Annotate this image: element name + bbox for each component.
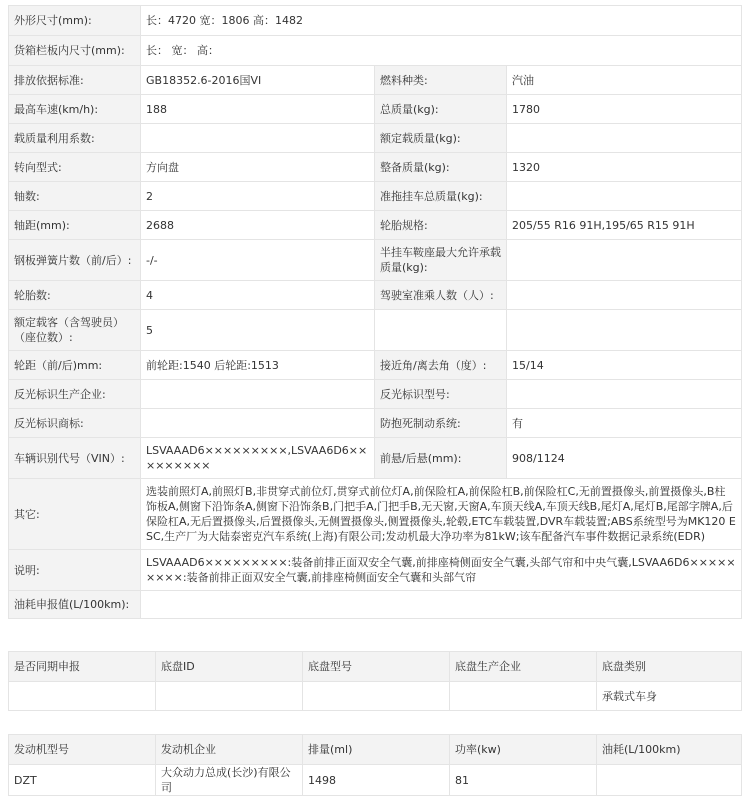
track-width-label: 轮距（前/后)mm: <box>9 351 141 380</box>
abs-label: 防抱死制动系统: <box>375 409 507 438</box>
axle-count-value: 2 <box>141 182 375 211</box>
spec-row-fuel-consumption <box>9 591 742 619</box>
tire-count-label: 轮胎数: <box>9 281 141 310</box>
load-utilization-label: 载质量利用系数: <box>9 124 141 153</box>
cargo-dimensions-value: 长： 宽： 高： <box>141 36 742 66</box>
wheelbase-label: 轴距(mm): <box>9 211 141 240</box>
dimensions-value: 长：4720 宽：1806 高：1482 <box>141 6 742 36</box>
tire-count-value: 4 <box>141 281 375 310</box>
saddle-load-value <box>507 240 742 281</box>
wheelbase-value: 2688 <box>141 211 375 240</box>
spec-row-dimensions <box>9 6 742 36</box>
tire-spec-value: 205/55 R16 91H,195/65 R15 91H <box>507 211 742 240</box>
spec-row-note <box>9 550 742 591</box>
spec-row-load-utilization <box>9 124 742 153</box>
spec-row-axles <box>9 182 742 211</box>
total-mass-value: 1780 <box>507 95 742 124</box>
table-cell <box>156 682 303 711</box>
fuel-consumption-label: 油耗申报值(L/100km): <box>9 591 141 619</box>
track-width-value: 前轮距:1540 后轮距:1513 <box>141 351 375 380</box>
chassis-header-row <box>9 652 742 682</box>
trailer-mass-label: 准拖挂车总质量(kg): <box>375 182 507 211</box>
rated-load-value <box>507 124 742 153</box>
blank-cell <box>375 310 507 351</box>
dimensions-label: 外形尺寸(mm): <box>9 6 141 36</box>
spec-row-spring <box>9 240 742 281</box>
table-cell <box>597 765 742 796</box>
leaf-spring-value: -/- <box>141 240 375 281</box>
reflector-model-value <box>507 380 742 409</box>
seat-count-label: 额定载客（含驾驶员）（座位数）: <box>9 310 141 351</box>
column-header: 油耗(L/100km) <box>597 735 742 765</box>
reflector-maker-value <box>141 380 375 409</box>
table-row <box>9 682 742 711</box>
tire-spec-label: 轮胎规格: <box>375 211 507 240</box>
vin-value: LSVAAAD6×××××××××,LSVAA6D6××××××××× <box>141 438 375 479</box>
spec-row-track <box>9 351 742 380</box>
table-cell: 1498 <box>303 765 450 796</box>
table-row <box>9 765 742 796</box>
spec-row-emission <box>9 66 742 95</box>
overhang-label: 前悬/后悬(mm): <box>375 438 507 479</box>
column-header: 发动机企业 <box>156 735 303 765</box>
steering-type-value: 方向盘 <box>141 153 375 182</box>
blank-cell <box>507 310 742 351</box>
table-cell <box>9 682 156 711</box>
saddle-load-label: 半挂车鞍座最大允许承载质量(kg): <box>375 240 507 281</box>
spec-row-vin <box>9 438 742 479</box>
table-cell <box>450 682 597 711</box>
leaf-spring-label: 钢板弹簧片数（前/后）: <box>9 240 141 281</box>
column-header: 发动机型号 <box>9 735 156 765</box>
rated-load-label: 额定载质量(kg): <box>375 124 507 153</box>
abs-value: 有 <box>507 409 742 438</box>
curb-weight-label: 整备质量(kg): <box>375 153 507 182</box>
approach-departure-value: 15/14 <box>507 351 742 380</box>
vehicle-spec-table <box>8 5 742 619</box>
table-cell: DZT <box>9 765 156 796</box>
engine-table <box>8 734 742 796</box>
cab-capacity-label: 驾驶室准乘人数（人）: <box>375 281 507 310</box>
column-header: 底盘生产企业 <box>450 652 597 682</box>
max-speed-label: 最高车速(km/h): <box>9 95 141 124</box>
chassis-table <box>8 651 742 711</box>
cab-capacity-value <box>507 281 742 310</box>
table-cell: 81 <box>450 765 597 796</box>
seat-count-value: 5 <box>141 310 375 351</box>
reflector-brand-label: 反光标识商标: <box>9 409 141 438</box>
approach-departure-label: 接近角/离去角（度）: <box>375 351 507 380</box>
spec-row-steering <box>9 153 742 182</box>
spec-row-reflector-brand <box>9 409 742 438</box>
trailer-mass-value <box>507 182 742 211</box>
total-mass-label: 总质量(kg): <box>375 95 507 124</box>
spec-row-seats <box>9 310 742 351</box>
note-label: 说明: <box>9 550 141 591</box>
load-utilization-value <box>141 124 375 153</box>
spec-row-speed <box>9 95 742 124</box>
other-label: 其它: <box>9 479 141 550</box>
table-cell: 承载式车身 <box>597 682 742 711</box>
column-header: 是否同期申报 <box>9 652 156 682</box>
emission-standard-label: 排放依据标准: <box>9 66 141 95</box>
table-cell <box>303 682 450 711</box>
spec-row-cargo <box>9 36 742 66</box>
spec-row-tires <box>9 281 742 310</box>
engine-header-row <box>9 735 742 765</box>
steering-type-label: 转向型式: <box>9 153 141 182</box>
fuel-consumption-value <box>141 591 742 619</box>
fuel-type-label: 燃料种类: <box>375 66 507 95</box>
column-header: 底盘ID <box>156 652 303 682</box>
reflector-model-label: 反光标识型号: <box>375 380 507 409</box>
spec-row-other <box>9 479 742 550</box>
reflector-maker-label: 反光标识生产企业: <box>9 380 141 409</box>
max-speed-value: 188 <box>141 95 375 124</box>
column-header: 排量(ml) <box>303 735 450 765</box>
curb-weight-value: 1320 <box>507 153 742 182</box>
fuel-type-value: 汽油 <box>507 66 742 95</box>
axle-count-label: 轴数: <box>9 182 141 211</box>
overhang-value: 908/1124 <box>507 438 742 479</box>
spec-row-wheelbase <box>9 211 742 240</box>
reflector-brand-value <box>141 409 375 438</box>
spec-row-reflector-maker <box>9 380 742 409</box>
cargo-dimensions-label: 货箱栏板内尺寸(mm): <box>9 36 141 66</box>
column-header: 底盘类别 <box>597 652 742 682</box>
table-cell: 大众动力总成(长沙)有限公司 <box>156 765 303 796</box>
emission-standard-value: GB18352.6-2016国VI <box>141 66 375 95</box>
other-value: 选装前照灯A,前照灯B,非贯穿式前位灯,贯穿式前位灯A,前保险杠A,前保险杠B,前保险杠C,无前置摄像头,前置摄像头,B柱饰板A,侧窗下沿饰条A,侧窗下沿饰条B,门把手A,门把手B,无天窗,天窗A,车顶天线A,车顶天线B,尾灯A,尾灯B,尾部字牌A,后保险杠A,无后置摄像头,后置摄像头,无侧置摄像头,侧置摄像头,轮毂,ETC车载装置,DVR车载装置;ABS系统型号为MK120 ESC,生产厂为大陆泰密克汽车系统(上海)有限公司;发动机最大净功率为81kW;该车配备汽车事件数据记录系统(EDR) <box>141 479 742 550</box>
column-header: 功率(kw) <box>450 735 597 765</box>
column-header: 底盘型号 <box>303 652 450 682</box>
note-value: LSVAAAD6×××××××××:装备前排正面双安全气囊,前排座椅侧面安全气囊,头部气帘和中央气囊,LSVAA6D6×××××××××:装备前排正面双安全气囊,前排座椅侧面安全气囊和头部气帘 <box>141 550 742 591</box>
vin-label: 车辆识别代号（VIN）: <box>9 438 141 479</box>
